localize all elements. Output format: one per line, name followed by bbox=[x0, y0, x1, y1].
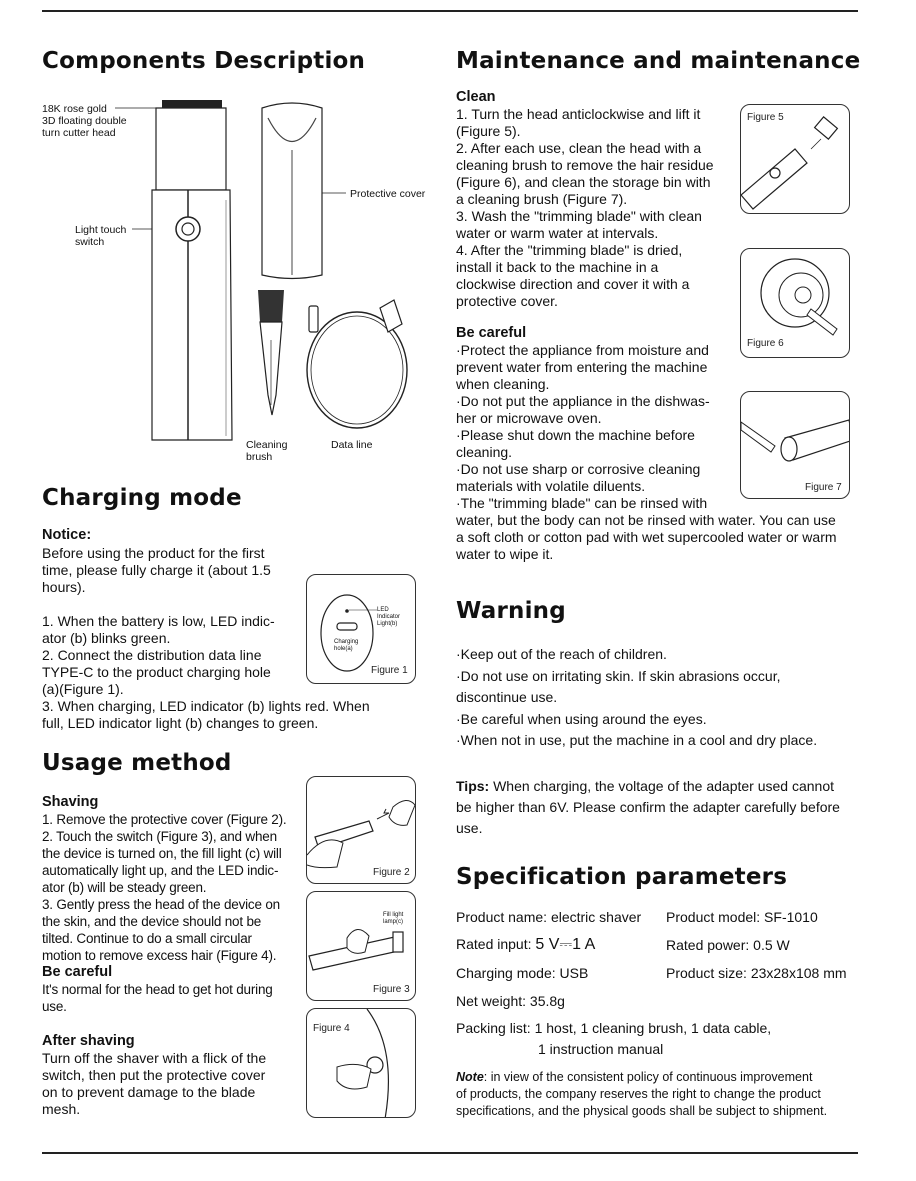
data-line-drawing bbox=[307, 300, 407, 428]
figure-3-label: Figure 3 bbox=[373, 984, 410, 995]
spec-charging-mode: Charging mode: USB bbox=[456, 965, 589, 981]
charging-step-1: 1. When the battery is low, LED indic- ator (b) blinks green. bbox=[42, 613, 275, 646]
notice-text: Before using the product for the first time, please fully charge it (about 1.5 hours). bbox=[42, 545, 271, 595]
shaver-body-drawing bbox=[152, 100, 232, 440]
figure-7-label: Figure 7 bbox=[805, 482, 842, 493]
figure-5 bbox=[740, 104, 850, 214]
figure-6-label: Figure 6 bbox=[747, 338, 784, 349]
figure-5-label: Figure 5 bbox=[747, 112, 784, 123]
switch-label: Light touch switch bbox=[75, 224, 127, 248]
tips-label: Tips: bbox=[456, 778, 490, 794]
shaving-text: 1. Remove the protective cover (Figure 2). 2. Touch the switch (Figure 3), and when the device is turned on, the fill light (c) will automatically light up, and the LED indic- ator (b) will be steady green. 3. Gently press the head of the device on the skin, and the device should not be tilted. Continue to do a small circular motion to remove excess hair (Figure 4). bbox=[42, 812, 287, 963]
usage-title: Usage method bbox=[42, 750, 232, 776]
protective-cover-drawing bbox=[262, 103, 322, 279]
charging-step-2: 2. Connect the distribution data line TYPE-C to the product charging hole (a)(Figure 1). bbox=[42, 647, 271, 697]
figure-2 bbox=[306, 776, 416, 884]
tips-text: Tips: When charging, the voltage of the adapter used cannot be higher than 6V. Please confirm the adapter carefully before use. bbox=[456, 778, 840, 836]
warning-title: Warning bbox=[456, 598, 566, 624]
figure-4 bbox=[306, 1008, 416, 1118]
spec-rated-power: Rated power: 0.5 W bbox=[666, 937, 790, 953]
cleaning-brush-label: Cleaning brush bbox=[246, 439, 288, 463]
figure-4-label: Figure 4 bbox=[313, 1023, 350, 1034]
figure-3 bbox=[306, 891, 416, 1001]
spec-note: Note: in view of the consistent policy of continuous improvement of products, the company reserves the right to change the product specifications, and the physical goods shall be subject to shipment. bbox=[456, 1070, 828, 1118]
charging-hole-label: Charging hole(a) bbox=[334, 639, 359, 652]
usage-careful-heading: Be careful bbox=[42, 964, 113, 980]
spec-product-name: Product name: electric shaver bbox=[456, 909, 642, 925]
note-label: Note bbox=[456, 1070, 484, 1084]
maintenance-careful-text: ·Protect the appliance from moisture and prevent water from entering the machine when cleaning. ·Do not put the appliance in the dishwas- her or microwave oven. ·Please shut down the machine before cleaning. ·Do not use sharp or corrosive cleaning materials with volatile diluents. ·The "trimming blade" can be rinsed with water, but the body can not be rinsed with water. You can use a soft cloth or cotton pad with wet supercooled water or warm water to wipe it. bbox=[456, 342, 837, 562]
figure-1 bbox=[306, 574, 416, 684]
shaving-heading: Shaving bbox=[42, 794, 99, 810]
cutter-head-label: 18K rose gold 3D floating double turn cutter head bbox=[42, 103, 127, 139]
usage-careful-text: It's normal for the head to get hot during use. bbox=[42, 982, 273, 1014]
cleaning-brush-drawing bbox=[258, 290, 284, 415]
data-line-label: Data line bbox=[331, 439, 373, 451]
maintenance-title: Maintenance and maintenance bbox=[456, 48, 861, 74]
figure-7 bbox=[740, 391, 850, 499]
spec-net-weight: Net weight: 35.8g bbox=[456, 993, 565, 1009]
bottom-rule bbox=[42, 1152, 858, 1154]
spec-product-model: Product model: SF-1010 bbox=[666, 909, 818, 925]
after-shaving-heading: After shaving bbox=[42, 1033, 135, 1049]
charging-step-3: 3. When charging, LED indicator (b) lights red. When full, LED indicator light (b) changes to green. bbox=[42, 698, 370, 731]
spec-packing-list-2: 1 instruction manual bbox=[538, 1041, 664, 1057]
spec-rated-input: Rated input: 5 V⎓1 A bbox=[456, 936, 596, 953]
spec-product-size: Product size: 23x28x108 mm bbox=[666, 965, 847, 981]
led-indicator-label: LED Indicator Light(b) bbox=[377, 607, 401, 627]
figure-2-label: Figure 2 bbox=[373, 867, 410, 878]
figure-1-label: Figure 1 bbox=[371, 665, 408, 676]
spec-packing-list: Packing list: 1 host, 1 cleaning brush, 1 data cable, bbox=[456, 1020, 772, 1036]
components-title: Components Description bbox=[42, 48, 366, 74]
charging-title: Charging mode bbox=[42, 485, 242, 511]
protective-cover-label: Protective cover bbox=[350, 188, 426, 200]
figure-6 bbox=[740, 248, 850, 358]
maintenance-careful-heading: Be careful bbox=[456, 325, 527, 341]
fill-light-label: Fill light lamp(c) bbox=[383, 912, 404, 925]
clean-text: 1. Turn the head anticlockwise and lift it (Figure 5). 2. After each use, clean the head with a cleaning brush to remove the hair residue (Figure 6), and clean the storage bin with a cleaning brush (Figure 7). 3. Wash the "trimming blade" with clean water or warm water at intervals. 4. After the "trimming blade" is dried, install it back to the machine in a clockwise direction and cover it with a protective cover. bbox=[456, 106, 714, 309]
spec-title: Specification parameters bbox=[456, 864, 788, 890]
clean-heading: Clean bbox=[456, 89, 496, 105]
warning-text: ·Keep out of the reach of children. ·Do not use on irritating skin. If skin abrasions occur, discontinue use. ·Be careful when using around the eyes. ·When not in use, put the machine in a cool and dry place. bbox=[456, 646, 818, 748]
notice-heading: Notice: bbox=[42, 527, 92, 543]
after-shaving-text: Turn off the shaver with a flick of the switch, then put the protective cover on to prevent damage to the blade mesh. bbox=[42, 1050, 267, 1117]
